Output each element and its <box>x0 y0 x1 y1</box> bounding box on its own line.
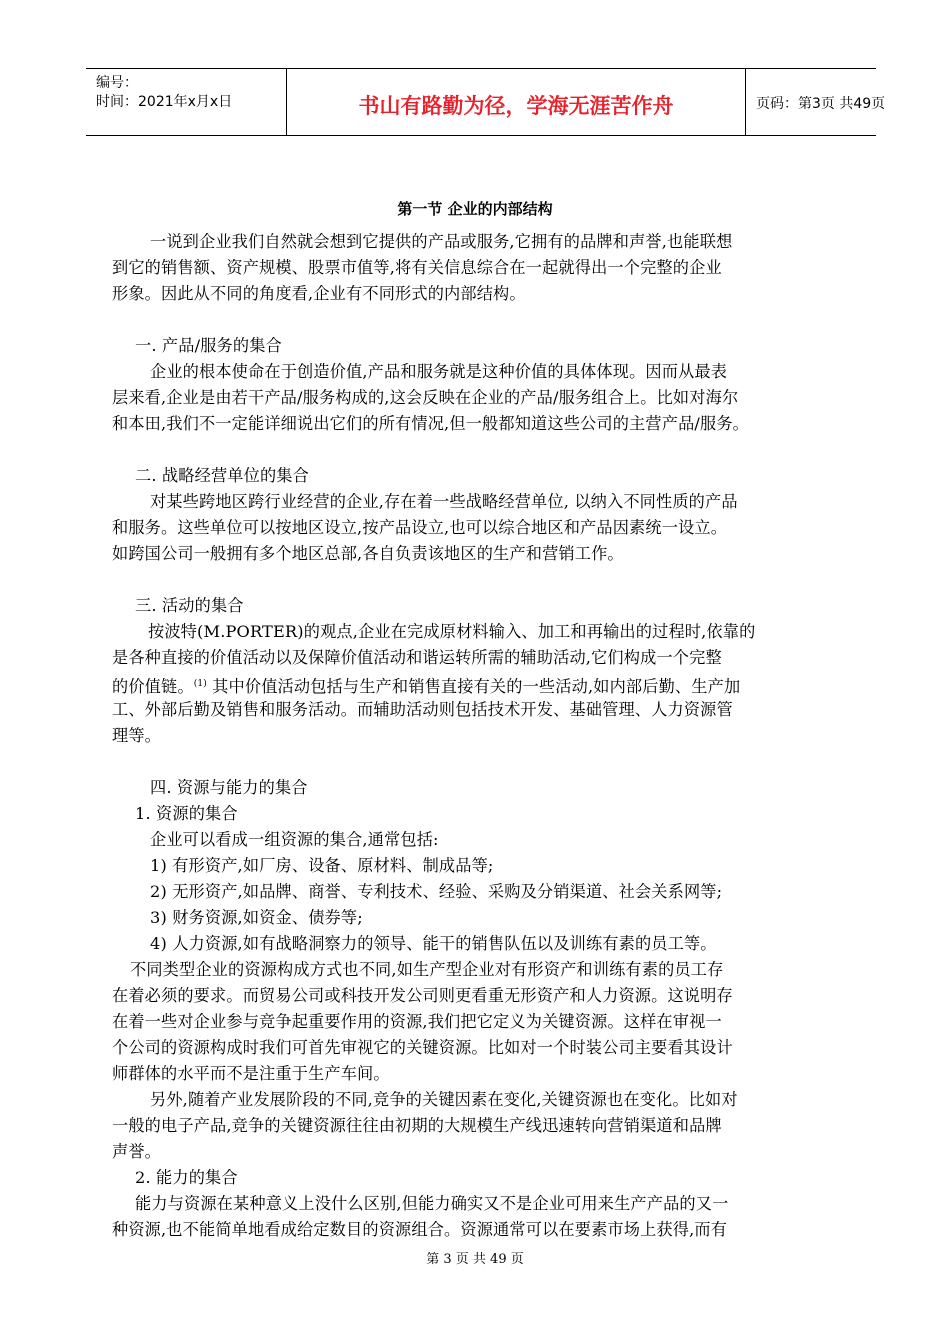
header-page-cell <box>746 69 886 135</box>
subsection-heading: 1. 资源的集合 <box>135 804 238 823</box>
header-motto-cell <box>286 69 746 135</box>
header-page-info: 页码：第3页 共49页 <box>756 96 886 112</box>
paragraph-line: 种资源,也不能简单地看成给定数目的资源组合。资源通常可以在要素市场上获得,而有 <box>112 1220 728 1239</box>
paragraph-line: 理等。 <box>112 726 162 745</box>
paragraph-line: 声誉。 <box>112 1142 162 1161</box>
list-item: 3) 财务资源,如资金、债券等; <box>150 908 363 927</box>
section-heading: 四. 资源与能力的集合 <box>150 778 308 797</box>
paragraph-line: 在着必须的要求。而贸易公司或科技开发公司则更看重无形资产和人力资源。这说明存 <box>112 986 733 1005</box>
paragraph-line: 对某些跨地区跨行业经营的企业,存在着一些战略经营单位, 以纳入不同性质的产品 <box>150 492 738 511</box>
list-item: 4) 人力资源,如有战略洞察力的领导、能干的销售队伍以及训练有素的员工等。 <box>150 934 717 953</box>
paragraph-line: 到它的销售额、资产规模、股票市值等,将有关信息综合在一起就得出一个完整的企业 <box>112 258 722 277</box>
paragraph-line: 企业的根本使命在于创造价值,产品和服务就是这种价值的具体体现。因而从最表 <box>150 362 728 381</box>
paragraph-line: 是各种直接的价值活动以及保障价值活动和谐运转所需的辅助活动,它们构成一个完整 <box>112 648 722 667</box>
paragraph-text: 的价值链。 <box>112 677 194 696</box>
header-motto: 书山有路勤为径，学海无涯苦作舟 <box>358 94 674 118</box>
paragraph-line: 一般的电子产品,竞争的关键资源往往由初期的大规模生产线迅速转向营销渠道和品牌 <box>112 1116 722 1135</box>
paragraph-line: 和服务。这些单位可以按地区设立,按产品设立,也可以综合地区和产品因素统一设立。 <box>112 518 728 537</box>
paragraph-line: 一说到企业我们自然就会想到它提供的产品或服务,它拥有的品牌和声誉,也能联想 <box>150 232 733 251</box>
list-item: 1) 有形资产,如厂房、设备、原材料、制成品等; <box>150 856 494 875</box>
paragraph-line: 如跨国公司一般拥有多个地区总部,各自负责该地区的生产和营销工作。 <box>112 544 624 563</box>
section-heading: 三. 活动的集合 <box>135 596 244 615</box>
footnote-marker: (1) <box>193 679 207 689</box>
section-title: 第一节 企业的内部结构 <box>397 200 553 218</box>
paragraph-line <box>112 671 740 700</box>
page-footer: 第 3 页 共 49 页 <box>426 1252 524 1267</box>
header-table <box>86 68 886 136</box>
document-time-label: 时间：2021年x月x日 <box>96 94 233 110</box>
paragraph-line: 在着一些对企业参与竞争起重要作用的资源,我们把它定义为关键资源。这样在审视一 <box>112 1012 722 1031</box>
document-number-label: 编号： <box>96 75 138 91</box>
paragraph-line: 形象。因此从不同的角度看,企业有不同形式的内部结构。 <box>112 284 526 303</box>
paragraph-line: 个公司的资源构成时我们可首先审视它的关键资源。比如对一个时装公司主要看其设计 <box>112 1038 733 1057</box>
subsection-heading: 2. 能力的集合 <box>135 1168 238 1187</box>
paragraph-line: 和本田,我们不一定能详细说出它们的所有情况,但一般都知道这些公司的主营产品/服务。 <box>112 414 750 433</box>
paragraph-line: 按波特(M.PORTER)的观点,企业在完成原材料输入、加工和再输出的过程时,依靠的 <box>148 622 756 641</box>
paragraph-text: 其中价值活动包括与生产和销售直接有关的一些活动,如内部后勤、生产加 <box>206 677 741 696</box>
section-heading: 一. 产品/服务的集合 <box>135 336 282 355</box>
paragraph-line: 师群体的水平而不是注重于生产车间。 <box>112 1064 390 1083</box>
list-item: 2) 无形资产,如品牌、商誉、专利技术、经验、采购及分销渠道、社会关系网等; <box>150 882 723 901</box>
paragraph-line: 另外,随着产业发展阶段的不同,竞争的关键因素在变化,关键资源也在变化。比如对 <box>150 1090 738 1109</box>
paragraph-line: 层来看,企业是由若干产品/服务构成的,这会反映在企业的产品/服务组合上。比如对海尔 <box>112 388 739 407</box>
paragraph-line: 工、外部后勤及销售和服务活动。而辅助活动则包括技术开发、基础管理、人力资源管 <box>112 700 733 719</box>
paragraph-line: 能力与资源在某种意义上没什么区别,但能力确实又不是企业可用来生产产品的又一 <box>135 1194 729 1213</box>
header-left-cell <box>86 69 286 135</box>
paragraph-line: 企业可以看成一组资源的集合,通常包括: <box>150 830 439 849</box>
paragraph-line: 不同类型企业的资源构成方式也不同,如生产型企业对有形资产和训练有素的员工存 <box>130 960 724 979</box>
section-heading: 二. 战略经营单位的集合 <box>135 466 309 485</box>
